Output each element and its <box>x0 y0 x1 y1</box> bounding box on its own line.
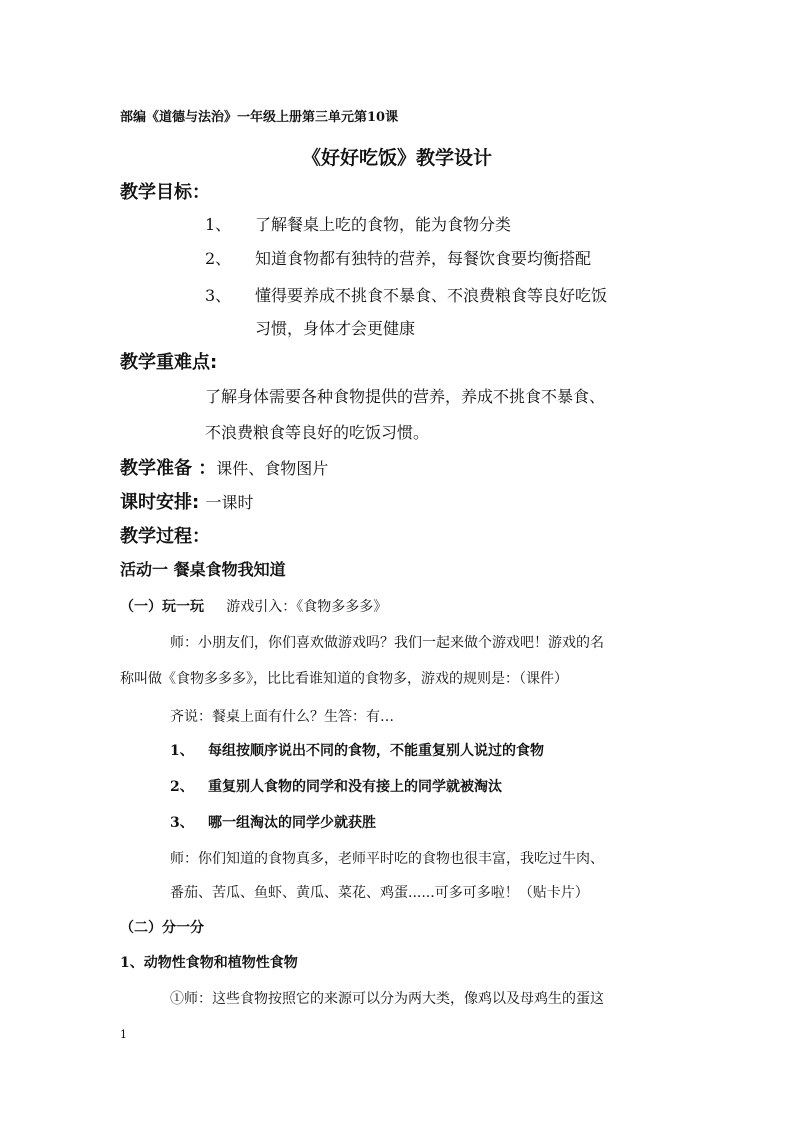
paragraph-1-line-2: 称叫做《食物多多多》，比比看谁知道的食物多，游戏的规则是：（课件） <box>120 671 568 687</box>
objective-text: 知道食物都有独特的营养，每餐饮食要均衡搭配 <box>255 249 592 268</box>
key-points-line-1: 了解身体需要各种食物提供的营养，养成不挑食不暴食、 <box>205 387 606 406</box>
key-points-line-2: 不浪费粮食等良好的吃饭习惯。 <box>205 423 430 442</box>
page-number: 1 <box>120 1028 127 1041</box>
rule-num: 2、 <box>170 779 194 795</box>
rule-text: 重复别人食物的同学和没有接上的同学就被淘汰 <box>208 779 502 795</box>
section-1-heading <box>120 596 387 616</box>
rule-item-2 <box>170 776 502 796</box>
preparation-heading: 教学准备 ： <box>120 458 217 479</box>
rule-num: 3、 <box>170 815 194 831</box>
paragraph-1-line-1: 师：小朋友们，你们喜欢做游戏吗？我们一起来做个游戏吧！游戏的名 <box>170 635 604 651</box>
paragraph-4: ①师：这些食物按照它的来源可以分为两大类，像鸡以及母鸡生的蛋这 <box>170 991 604 1007</box>
rule-item-3 <box>170 812 376 832</box>
paragraph-2: 齐说：餐桌上面有什么？生答：有… <box>170 709 394 725</box>
paragraph-3-line-1: 师：你们知道的食物真多，老师平时吃的食物也很丰富，我吃过牛肉、 <box>170 851 604 867</box>
section-1-label: （一）玩一玩 <box>120 599 204 615</box>
objective-num: 3、 <box>205 286 232 305</box>
page-title: 《好好吃饭》教学设计 <box>301 147 492 169</box>
objective-item-3-continued: 习惯，身体才会更健康 <box>255 319 416 338</box>
key-points-heading: 教学重难点: <box>120 352 218 373</box>
rule-num: 1、 <box>170 743 194 759</box>
rule-text: 每组按顺序说出不同的食物，不能重复别人说过的食物 <box>208 743 544 759</box>
schedule-row <box>120 488 254 514</box>
activity-1-heading: 活动一 餐桌食物我知道 <box>120 560 286 579</box>
objective-num: 1、 <box>205 215 232 234</box>
objective-item-1 <box>205 212 511 235</box>
rule-item-1 <box>170 740 544 760</box>
schedule-value: 一课时 <box>205 493 254 512</box>
preparation-row <box>120 454 328 480</box>
objective-text: 懂得要养成不挑食不暴食、不浪费粮食等良好吃饭 <box>255 286 608 305</box>
objective-item-3 <box>205 283 607 306</box>
objectives-heading: 教学目标： <box>120 182 210 203</box>
objective-item-2 <box>205 246 591 269</box>
objective-num: 2、 <box>205 249 232 268</box>
objective-text: 了解餐桌上吃的食物，能为食物分类 <box>255 215 512 234</box>
process-heading: 教学过程： <box>120 526 210 547</box>
section-2-heading: （二）分一分 <box>120 920 204 936</box>
rule-text: 哪一组淘汰的同学少就获胜 <box>208 815 376 831</box>
paragraph-3-line-2: 番茄、苦瓜、鱼虾、黄瓜、菜花、鸡蛋......可多可多啦！（贴卡片） <box>170 885 589 901</box>
preparation-value: 课件、食物图片 <box>216 459 329 478</box>
subsection-1-heading: 1、动物性食物和植物性食物 <box>120 955 298 971</box>
lesson-subtitle: 部编《道德与法治》一年级上册第三单元第10课 <box>120 110 399 125</box>
section-1-rest: 游戏引入：《食物多多多》 <box>226 599 388 615</box>
schedule-heading: 课时安排: <box>120 492 200 513</box>
